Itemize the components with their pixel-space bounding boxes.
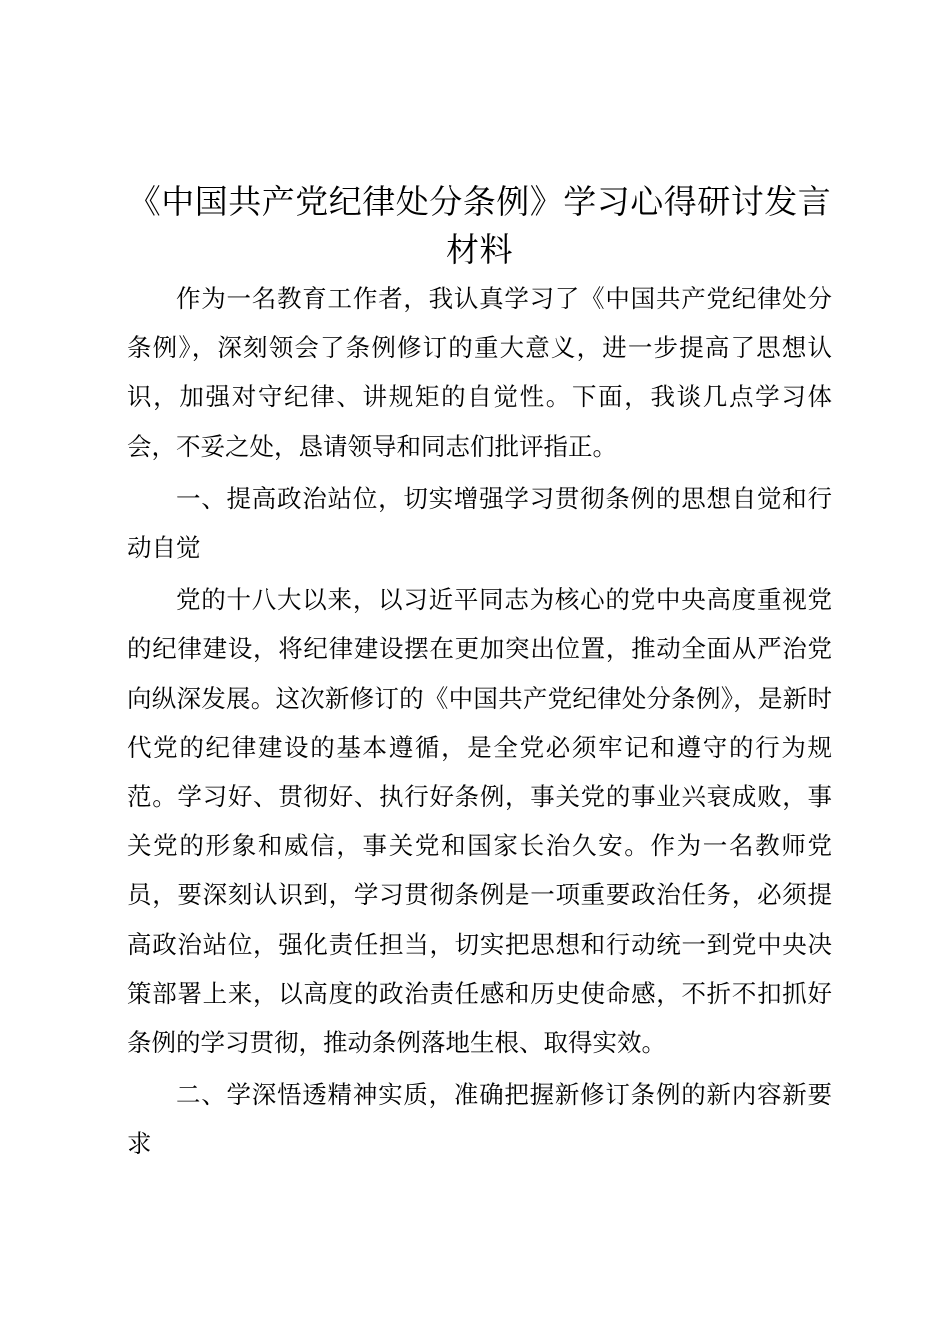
section-heading-1: 一、提高政治站位，切实增强学习贯彻条例的思想自觉和行动自觉 bbox=[127, 483, 832, 563]
document-page bbox=[127, 178, 832, 1169]
section-1-paragraph: 党的十八大以来，以习近平同志为核心的党中央高度重视党的纪律建设，将纪律建设摆在更加突出位置，推动全面从严治党向纵深发展。这次新修订的《中国共产党纪律处分条例》，是新时代党的纪律建设的基本遵循，是全党必须牢记和遵守的行为规范。学习好、贯彻好、执行好条例，事关党的事业兴衰成败，事关党的形象和威信，事关党和国家长治久安。作为一名教师党员，要深刻认识到，学习贯彻条例是一项重要政治任务，必须提高政治站位，强化责任担当，切实把思想和行动统一到党中央决策部署上来，以高度的政治责任感和历史使命感，不折不扣抓好条例的学习贯彻，推动条例落地生根、取得实效。 bbox=[127, 585, 832, 1058]
section-heading-2: 二、学深悟透精神实质，准确把握新修订条例的新内容新要求 bbox=[127, 1080, 832, 1159]
document-title: 《中国共产党纪律处分条例》学习心得研讨发言材料 bbox=[127, 182, 832, 269]
intro-paragraph: 作为一名教育工作者，我认真学习了《中国共产党纪律处分条例》，深刻领会了条例修订的重大意义，进一步提高了思想认识，加强对守纪律、讲规矩的自觉性。下面，我谈几点学习体会，不妥之处，恳请领导和同志们批评指正。 bbox=[127, 284, 832, 461]
